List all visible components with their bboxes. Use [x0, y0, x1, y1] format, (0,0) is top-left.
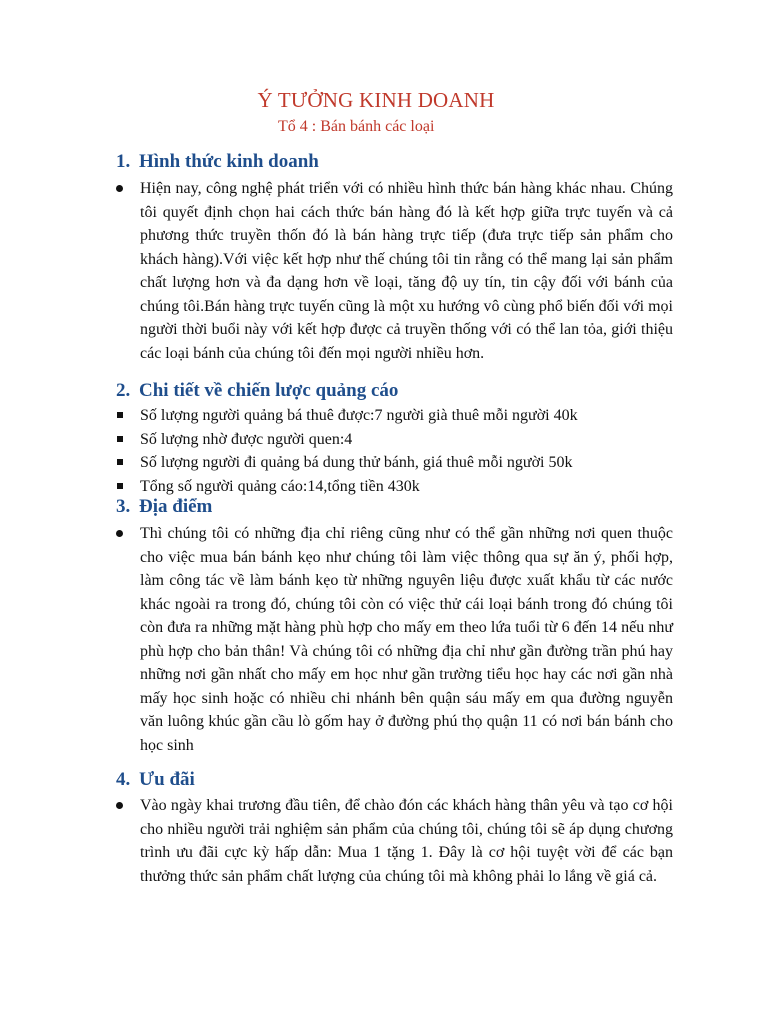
document-subtitle: Tổ 4 : Bán bánh các loại — [278, 118, 435, 135]
list-item: Số lượng người quảng bá thuê được:7 người già thuê mỗi người 40k — [116, 404, 578, 428]
section-3-heading — [116, 496, 212, 518]
square-bullet-icon — [117, 436, 123, 442]
section-1-title: Hình thức kinh doanh — [139, 151, 319, 172]
section-2-title: Chi tiết về chiến lược quảng cáo — [139, 380, 399, 401]
bullet-icon — [116, 185, 123, 192]
section-1-number: 1. — [116, 151, 131, 172]
square-bullet-icon — [117, 412, 123, 418]
list-item: Số lượng người đi quảng bá dung thử bánh, giá thuê mỗi người 50k — [116, 451, 578, 475]
section-3-number: 3. — [116, 496, 131, 517]
section-2-number: 2. — [116, 380, 131, 401]
square-bullet-icon — [117, 483, 123, 489]
square-bullet-icon — [117, 459, 123, 465]
section-1-heading — [116, 151, 319, 173]
list-item: Số lượng nhờ được người quen:4 — [116, 428, 578, 452]
section-3-paragraph: Thì chúng tôi có những địa chỉ riêng cũng như có thể gần những nơi quen thuộc cho việc mua bán bánh kẹo như chúng tôi làm việc thông qua sự ăn ý, phối hợp, làm công tác về làm bánh kẹo từ những nguyên liệu được xuất khẩu từ các nước khác ngoài ra trong đó, chúng tôi còn có việc thử cái loại bánh trong đó chúng tôi còn đưa ra những mặt hàng phù hợp cho mấy em theo lứa tuổi từ 6 đến 14 nếu như phù hợp cho bản thân! Và chúng tôi có những địa chỉ như gần đường trần phú hay những nơi gần nhất cho mấy em học như gần trường tiểu học hay các nơi gần nhà mấy học sinh hoặc có nhiều chi nhánh bên quận sáu mấy em qua đường nguyễn văn luông khúc gần cầu lò gốm hay ở đường phú thọ quận 11 có nơi bán bánh cho học sinh — [140, 525, 673, 754]
bullet-icon — [116, 802, 123, 809]
section-4-number: 4. — [116, 769, 131, 790]
list-item: Tổng số người quảng cáo:14,tổng tiền 430k — [116, 475, 578, 499]
document-title: Ý TƯỞNG KINH DOANH — [257, 88, 495, 112]
section-4-heading — [116, 769, 195, 791]
bullet-icon — [116, 530, 123, 537]
section-4-title: Ưu đãi — [139, 769, 195, 790]
section-3-title: Địa điểm — [139, 496, 213, 517]
section-2-heading — [116, 380, 398, 402]
section-1-paragraph: Hiện nay, công nghệ phát triển với có nhiều hình thức bán hàng khác nhau. Chúng tôi quyết định chọn hai cách thức bán hàng đó là kết hợp giữa trực tuyến và cả phương thức truyền thốn đó là bán hàng trực tiếp (đưa trực tiếp sản phẩm cho khách hàng).Với việc kết hợp như thế chúng tôi tin rằng có thể mang lại sản phẩm chất lượng hơn và đa dạng hơn về loại, tăng độ uy tín, tin cậy đối với bánh của chúng tôi.Bán hàng trực tuyến cũng là một xu hướng vô cùng phổ biến đối với mọi người thời buổi này với kết hợp được cả truyền thống với có thể lan tỏa, giới thiệu các loại bánh của chúng tôi đến mọi người nhiều hơn. — [140, 180, 673, 362]
section-4-paragraph: Vào ngày khai trương đầu tiên, để chào đón các khách hàng thân yêu và tạo cơ hội cho nhiều người trải nghiệm sản phẩm của chúng tôi, chúng tôi sẽ áp dụng chương trình ưu đãi cực kỳ hấp dẫn: Mua 1 tặng 1. Đây là cơ hội tuyệt vời để các bạn thưởng thức sản phẩm chất lượng của chúng tôi mà không phải lo lắng về giá cả. — [140, 797, 673, 885]
strategy-list — [116, 404, 578, 498]
